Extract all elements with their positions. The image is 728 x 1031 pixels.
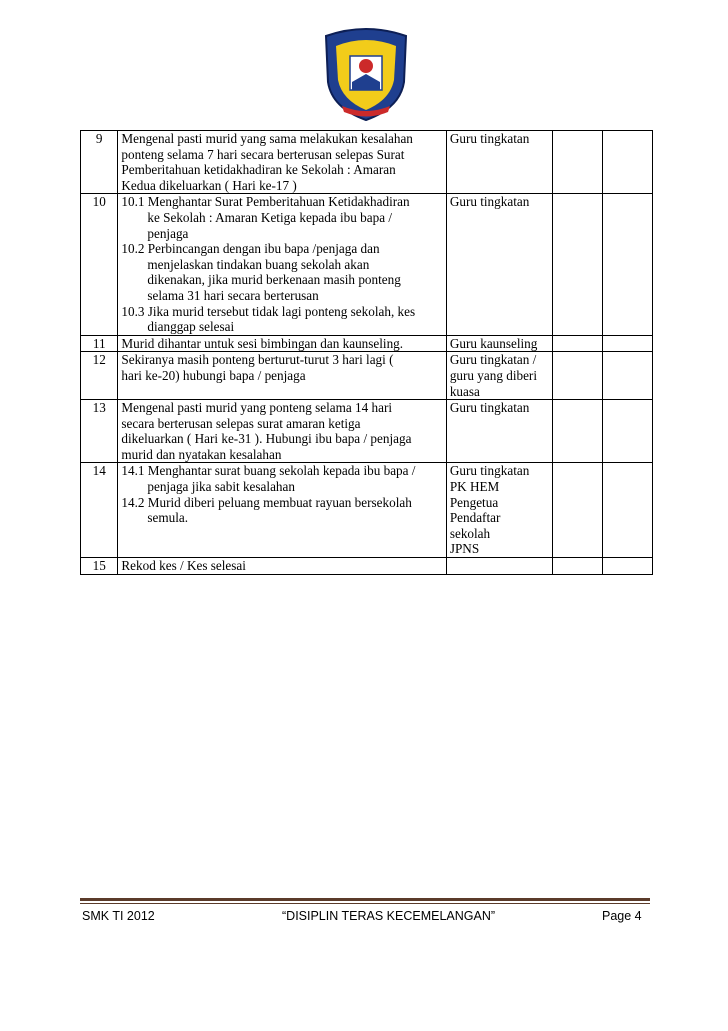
row-number: 11	[81, 335, 118, 352]
footer-rule-thin	[80, 903, 650, 904]
responsible-party	[446, 335, 552, 352]
row-number: 9	[81, 131, 118, 194]
responsible-line: Pengetua	[449, 494, 499, 510]
step-description	[118, 335, 446, 352]
table-row	[81, 352, 653, 400]
step-description	[118, 131, 446, 194]
blank-cell	[603, 335, 653, 352]
description-line: Pemberitahuan ketidakhadiran ke Sekolah : Amaran	[121, 162, 396, 178]
footer-school-year: SMK TI 2012	[82, 909, 155, 923]
responsible-line: kuasa	[449, 383, 480, 399]
responsible-line: guru yang diberi	[449, 367, 537, 383]
description-line: secara berterusan selepas surat amaran ketiga	[121, 415, 361, 431]
responsible-line: PK HEM	[449, 479, 500, 495]
description-line: 10.2 Perbincangan dengan ibu bapa /penjaga dan	[121, 241, 380, 257]
description-line: menjelaskan tindakan buang sekolah akan	[147, 256, 370, 272]
description-line: 10.1 Menghantar Surat Pemberitahuan Ketidakhadiran	[121, 194, 410, 210]
blank-cell	[552, 194, 603, 335]
row-number: 12	[81, 352, 118, 400]
table-row	[81, 335, 653, 352]
table-row	[81, 131, 653, 194]
procedure-table	[80, 130, 653, 575]
responsible-party	[446, 558, 552, 575]
description-line: selama 31 hari secara berterusan	[147, 287, 319, 303]
description-line: penjaga	[147, 225, 189, 241]
step-description	[118, 558, 446, 575]
step-description	[118, 352, 446, 400]
blank-cell	[552, 463, 603, 558]
blank-cell	[552, 558, 603, 575]
step-description	[118, 400, 446, 463]
responsible-party	[446, 352, 552, 400]
responsible-line: Pendaftar	[449, 510, 501, 526]
blank-cell	[603, 463, 653, 558]
blank-cell	[603, 131, 653, 194]
responsible-party	[446, 131, 552, 194]
description-line: Mengenal pasti murid yang sama melakukan kesalahan	[121, 131, 413, 146]
description-line: hari ke-20) hubungi bapa / penjaga	[121, 367, 306, 383]
row-number: 14	[81, 463, 118, 558]
description-line: murid dan nyatakan kesalahan	[121, 446, 282, 462]
responsible-party	[446, 400, 552, 463]
description-line: ponteng selama 7 hari secara berterusan selepas Surat	[121, 146, 405, 162]
description-line: Rekod kes / Kes selesai	[121, 558, 246, 574]
responsible-line: Guru tingkatan	[449, 131, 530, 146]
step-description	[118, 463, 446, 558]
responsible-line: Guru tingkatan	[449, 463, 530, 479]
blank-cell	[552, 400, 603, 463]
responsible-line: Guru tingkatan	[449, 400, 530, 416]
responsible-line: Guru tingkatan /	[449, 352, 537, 368]
table-row	[81, 558, 653, 575]
description-line: penjaga jika sabit kesalahan	[147, 479, 295, 495]
blank-cell	[552, 335, 603, 352]
row-number: 15	[81, 558, 118, 575]
row-number: 10	[81, 194, 118, 335]
description-line: semula.	[147, 510, 189, 526]
blank-cell	[552, 131, 603, 194]
responsible-party	[446, 463, 552, 558]
step-description	[118, 194, 446, 335]
footer-rule	[80, 898, 650, 901]
table-row	[81, 194, 653, 335]
description-line: ke Sekolah : Amaran Ketiga kepada ibu bapa /	[147, 209, 393, 225]
table-row	[81, 400, 653, 463]
footer-page-number: Page 4	[602, 909, 642, 923]
responsible-party	[446, 194, 552, 335]
description-line: dianggap selesai	[147, 319, 235, 335]
description-line: 14.1 Menghantar surat buang sekolah kepada ibu bapa /	[121, 463, 416, 479]
blank-cell	[552, 352, 603, 400]
table-row	[81, 463, 653, 558]
description-line: Murid dihantar untuk sesi bimbingan dan kaunseling.	[121, 335, 404, 351]
school-crest-icon	[316, 24, 416, 124]
row-number: 13	[81, 400, 118, 463]
description-line: Kedua dikeluarkan ( Hari ke-17 )	[121, 177, 297, 193]
blank-cell	[603, 194, 653, 335]
description-line: dikeluarkan ( Hari ke-31 ). Hubungi ibu bapa / penjaga	[121, 431, 412, 447]
responsible-line: JPNS	[449, 541, 480, 557]
footer-slogan: “DISIPLIN TERAS KECEMELANGAN”	[282, 909, 496, 923]
blank-cell	[603, 352, 653, 400]
description-line: dikenakan, jika murid berkenaan masih ponteng	[147, 272, 401, 288]
responsible-line: sekolah	[449, 525, 491, 541]
responsible-line: Guru tingkatan	[449, 194, 530, 210]
blank-cell	[603, 400, 653, 463]
description-line: Sekiranya masih ponteng berturut-turut 3 hari lagi (	[121, 352, 394, 368]
blank-cell	[603, 558, 653, 575]
description-line: 14.2 Murid diberi peluang membuat rayuan bersekolah	[121, 494, 412, 510]
description-line: Mengenal pasti murid yang ponteng selama 14 hari	[121, 400, 393, 416]
description-line: 10.3 Jika murid tersebut tidak lagi ponteng sekolah, kes	[121, 303, 416, 319]
responsible-line: Guru kaunseling	[449, 335, 538, 351]
